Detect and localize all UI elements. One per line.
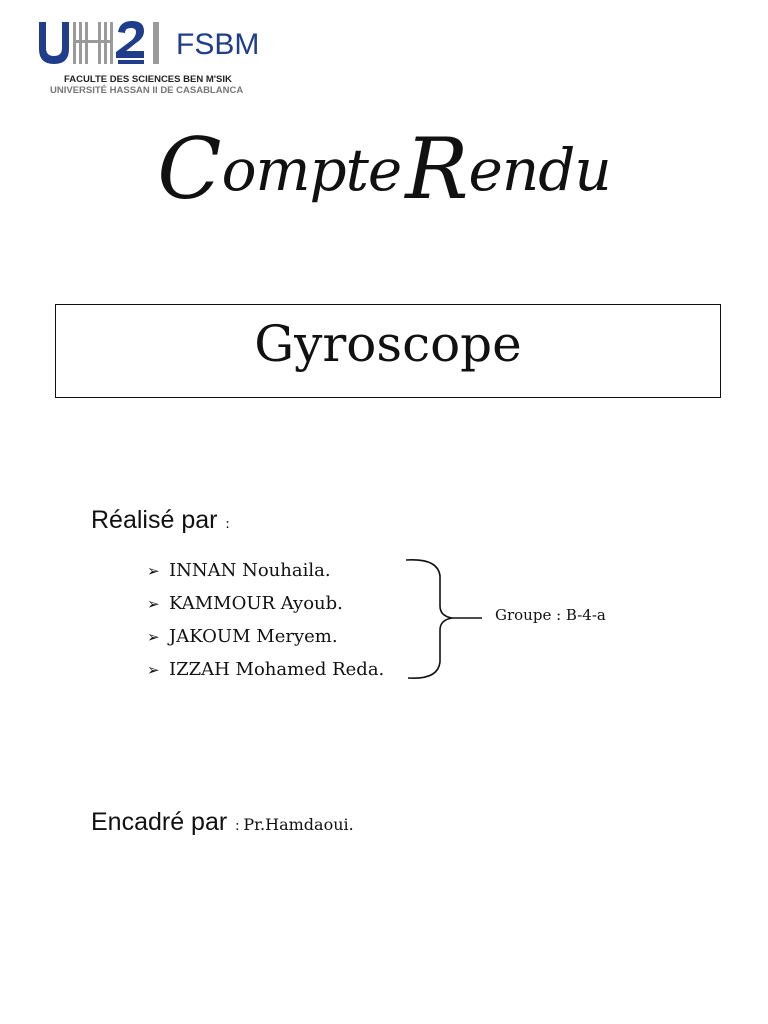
authors-heading <box>91 506 230 535</box>
university-logo <box>36 18 276 98</box>
title-word-ompte: ompte <box>221 136 402 204</box>
logo-graphic <box>36 18 276 98</box>
arrow-bullet-icon: ➢ <box>147 595 160 613</box>
title-word-endu: endu <box>468 136 611 204</box>
title-initial-r: R <box>405 120 469 218</box>
list-item <box>147 591 384 624</box>
list-item <box>147 558 384 591</box>
authors-separator: : <box>225 516 230 532</box>
supervisor-separator: : <box>235 818 240 834</box>
authors-label: Réalisé par <box>91 506 218 534</box>
list-item <box>147 657 384 690</box>
author-name: KAMMOUR Ayoub. <box>169 593 343 614</box>
supervisor-line <box>91 808 354 837</box>
author-name: IZZAH Mohamed Reda. <box>169 659 385 680</box>
supervisor-label: Encadré par <box>91 808 228 836</box>
arrow-bullet-icon: ➢ <box>147 661 160 679</box>
list-item <box>147 624 384 657</box>
group-label: Groupe : B-4-a <box>495 606 606 624</box>
title-initial-c: C <box>157 120 222 218</box>
author-name: JAKOUM Meryem. <box>169 626 338 647</box>
supervisor-trailing-period: . <box>348 815 354 834</box>
arrow-bullet-icon: ➢ <box>147 562 160 580</box>
subject-title: Gyroscope <box>254 315 522 373</box>
subject-box <box>55 304 721 398</box>
authors-list <box>147 558 384 690</box>
arrow-bullet-icon: ➢ <box>147 628 160 646</box>
supervisor-name: Pr.Hamdaoui <box>243 815 349 834</box>
logo-brand-text: FSBM <box>176 28 260 61</box>
logo-university-line: UNIVERSITÉ HASSAN II DE CASABLANCA <box>50 85 244 96</box>
author-name: INNAN Nouhaila. <box>169 560 331 581</box>
curly-brace-icon <box>404 556 484 682</box>
logo-faculty-line: FACULTE DES SCIENCES BEN M'SIK <box>64 74 232 85</box>
document-title <box>0 120 768 218</box>
